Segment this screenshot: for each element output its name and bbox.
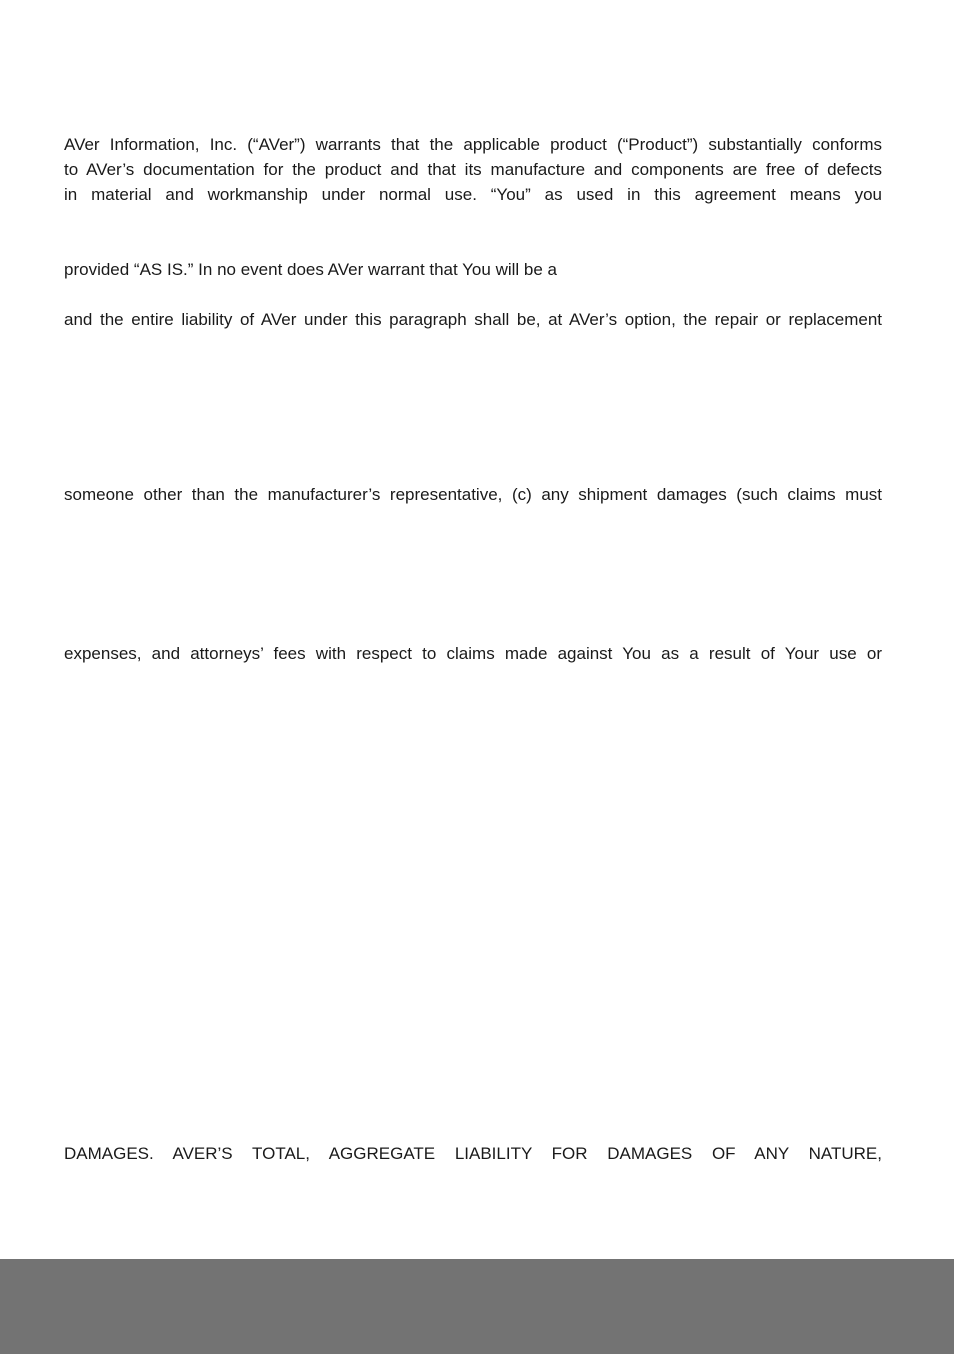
warranty-text-line-2: to AVer’s documentation for the product and that its manufacture and components are free of defects — [64, 160, 882, 179]
warranty-text-line-3: in material and workmanship under normal use. “You” as used in this agreement means you — [64, 185, 882, 204]
warranty-text-line-6: someone other than the manufacturer’s representative, (c) any shipment damages (such claims must — [64, 485, 882, 504]
warranty-text-line-5: and the entire liability of AVer under this paragraph shall be, at AVer’s option, the repair or replacement — [64, 310, 882, 329]
warranty-text-line-7: expenses, and attorneys’ fees with respect to claims made against You as a result of Your use or — [64, 644, 882, 663]
warranty-text-line-1: AVer Information, Inc. (“AVer”) warrants that the applicable product (“Product”) substantially conforms — [64, 135, 882, 154]
footer-band — [0, 1259, 954, 1354]
liability-text-line: DAMAGES. AVER’S TOTAL, AGGREGATE LIABILITY FOR DAMAGES OF ANY NATURE, — [64, 1144, 882, 1163]
warranty-text-line-4: provided “AS IS.” In no event does AVer warrant that You will be a — [64, 260, 557, 279]
